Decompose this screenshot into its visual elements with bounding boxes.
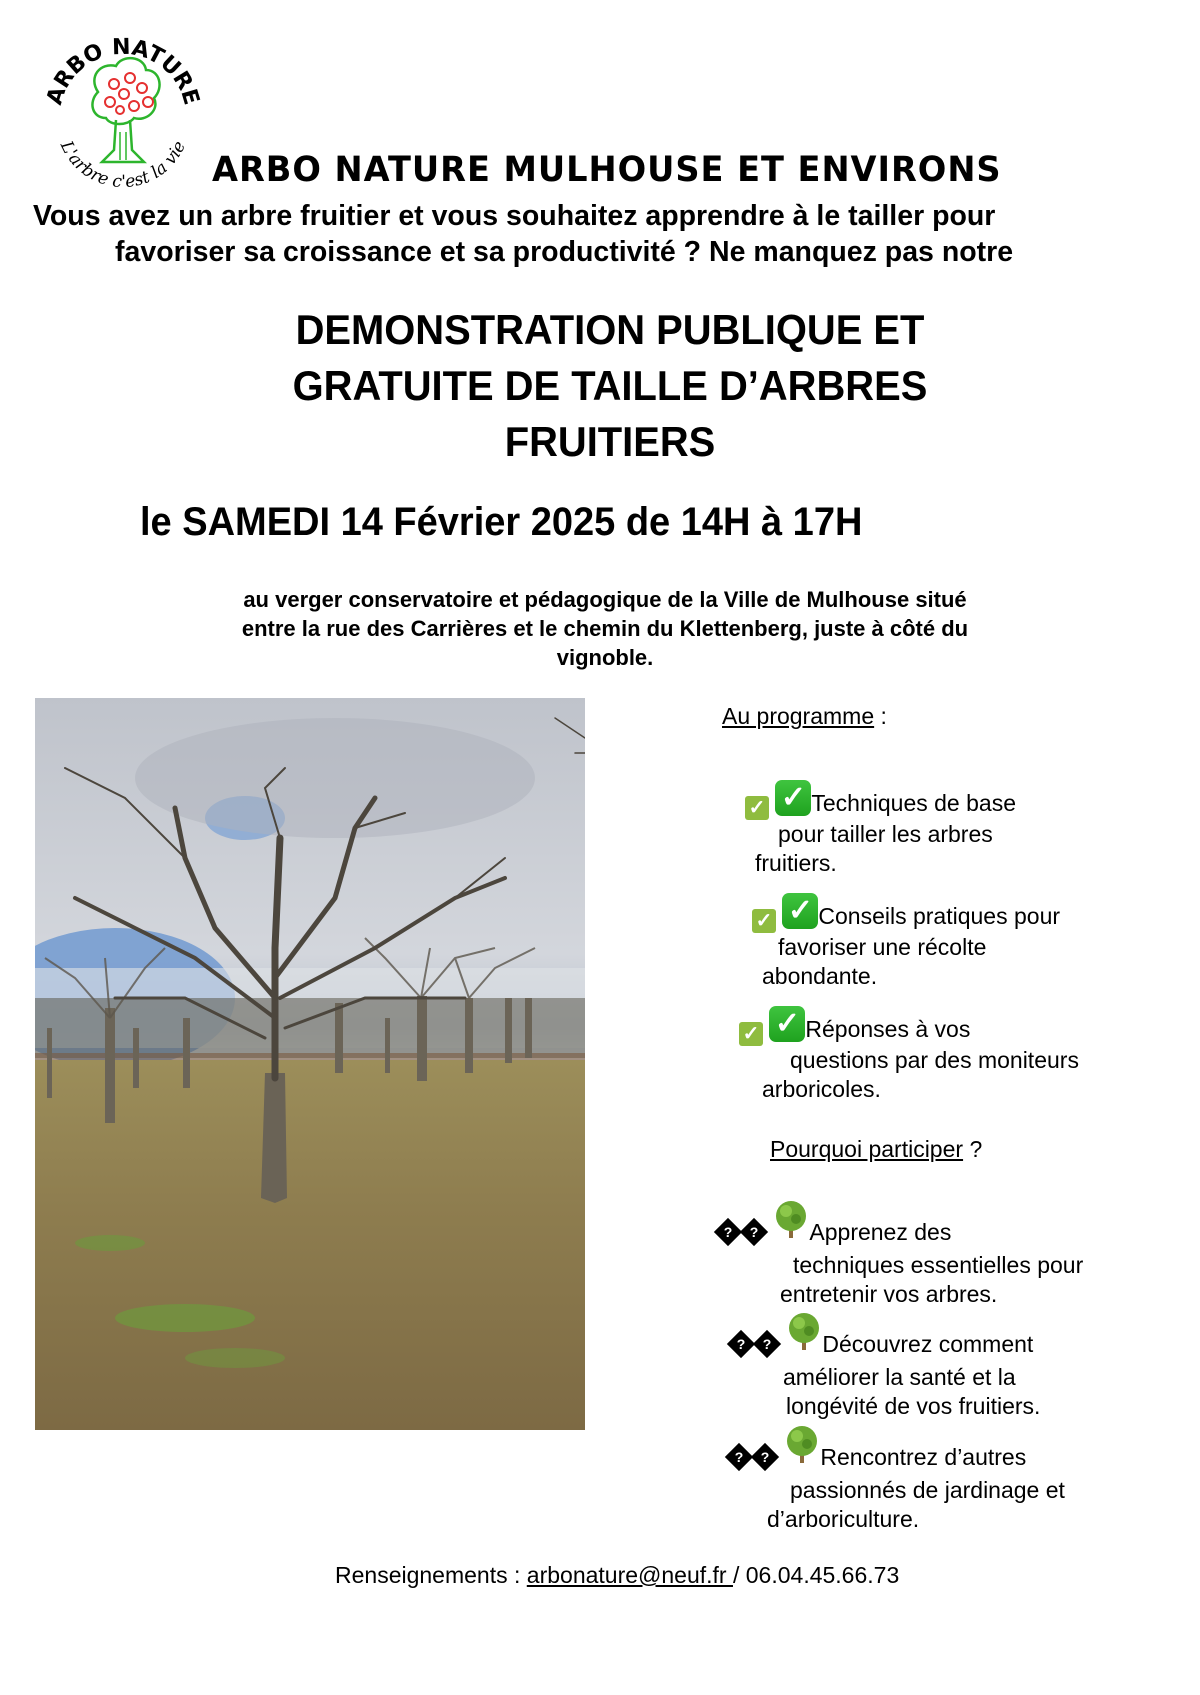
- why-item-line: passionnés de jardinage et: [790, 1477, 1065, 1503]
- check-box-icon: ✓: [782, 893, 818, 929]
- event-location: [185, 585, 1025, 672]
- program-item-line: Techniques de base: [811, 790, 1016, 816]
- program-item-line: questions par des moniteurs: [790, 1047, 1079, 1073]
- why-item: [715, 1200, 951, 1247]
- contact-line: [335, 1562, 899, 1589]
- program-item-line: fruitiers.: [755, 850, 837, 876]
- location-line: entre la rue des Carrières et le chemin du Klettenberg, juste à côté du: [241, 616, 969, 641]
- headline-line: DEMONSTRATION PUBLIQUE ET: [295, 306, 925, 353]
- why-item-line: améliorer la santé et la: [783, 1364, 1016, 1390]
- contact-email-link[interactable]: arbonature@neuf.fr: [526, 1562, 733, 1588]
- check-mark-icon: ✓: [739, 1022, 763, 1046]
- intro-line-1: Vous avez un arbre fruitier et vous souhaitez apprendre à le tailler pour: [33, 200, 996, 232]
- program-heading: [722, 702, 887, 731]
- check-box-icon: ✓: [769, 1006, 805, 1042]
- why-item-line: longévité de vos fruitiers.: [786, 1393, 1041, 1419]
- program-item-line: Conseils pratiques pour: [818, 903, 1061, 929]
- deciduous-tree-icon: [773, 1200, 809, 1240]
- why-item: [728, 1312, 1033, 1359]
- unknown-glyph-icon: ?: [725, 1443, 753, 1471]
- program-item: [745, 780, 1016, 820]
- program-item-line: favoriser une récolte: [778, 934, 987, 960]
- headline-line: FRUITIERS: [504, 418, 716, 465]
- program-item-line: abondante.: [762, 963, 878, 989]
- program-item-line: Réponses à vos: [805, 1016, 971, 1042]
- why-item: [726, 1425, 1026, 1472]
- svg-text:L'arbre c'est la vie: L'arbre c'est la vie: [55, 137, 191, 192]
- unknown-glyph-icon: ?: [753, 1330, 781, 1358]
- orchard-photo: [35, 698, 585, 1430]
- program-item-line: pour tailler les arbres: [778, 821, 993, 847]
- why-heading-text: Pourquoi participer: [770, 1136, 964, 1162]
- unknown-glyph-icon: ?: [740, 1218, 768, 1246]
- why-heading: [770, 1135, 982, 1164]
- contact-separator: /: [732, 1562, 746, 1588]
- unknown-glyph-icon: ?: [714, 1218, 742, 1246]
- event-headline: [202, 302, 1019, 470]
- intro-line-2: favoriser sa croissance et sa productivité ? Ne manquez pas notre: [115, 236, 1014, 268]
- why-item-line: Découvrez comment: [822, 1331, 1034, 1357]
- unknown-glyph-icon: ?: [727, 1330, 755, 1358]
- why-item-line: d’arboriculture.: [767, 1506, 920, 1532]
- event-date: le SAMEDI 14 Février 2025 de 14H à 17H: [140, 500, 863, 544]
- why-item-line: Apprenez des: [809, 1219, 952, 1245]
- check-mark-icon: ✓: [752, 909, 776, 933]
- program-item: [739, 1006, 970, 1046]
- arbo-nature-logo: [38, 22, 208, 192]
- unknown-glyph-icon: ?: [751, 1443, 779, 1471]
- svg-text:ARBO NATURE: ARBO NATURE: [42, 34, 204, 108]
- org-title: ARBO NATURE MULHOUSE ET ENVIRONS: [212, 150, 1002, 190]
- contact-phone: 06.04.45.66.73: [745, 1562, 900, 1588]
- location-line: vignoble.: [556, 645, 654, 670]
- location-line: au verger conservatoire et pédagogique de la Ville de Mulhouse situé: [243, 587, 967, 612]
- tree-logo-icon: [38, 22, 208, 192]
- why-item-line: entretenir vos arbres.: [780, 1281, 998, 1307]
- program-item-line: arboricoles.: [762, 1076, 881, 1102]
- contact-label: Renseignements :: [335, 1562, 527, 1588]
- check-box-icon: ✓: [775, 780, 811, 816]
- deciduous-tree-icon: [784, 1425, 820, 1465]
- check-mark-icon: ✓: [745, 796, 769, 820]
- program-heading-suffix: :: [874, 703, 887, 729]
- headline-line: GRATUITE DE TAILLE D’ARBRES: [292, 362, 928, 409]
- why-item-line: techniques essentielles pour: [793, 1252, 1084, 1278]
- deciduous-tree-icon: [786, 1312, 822, 1352]
- program-heading-text: Au programme: [722, 703, 875, 729]
- program-item: [752, 893, 1060, 933]
- why-heading-suffix: ?: [963, 1136, 983, 1162]
- orchard-image-icon: [35, 698, 585, 1430]
- why-item-line: Rencontrez d’autres: [820, 1444, 1027, 1470]
